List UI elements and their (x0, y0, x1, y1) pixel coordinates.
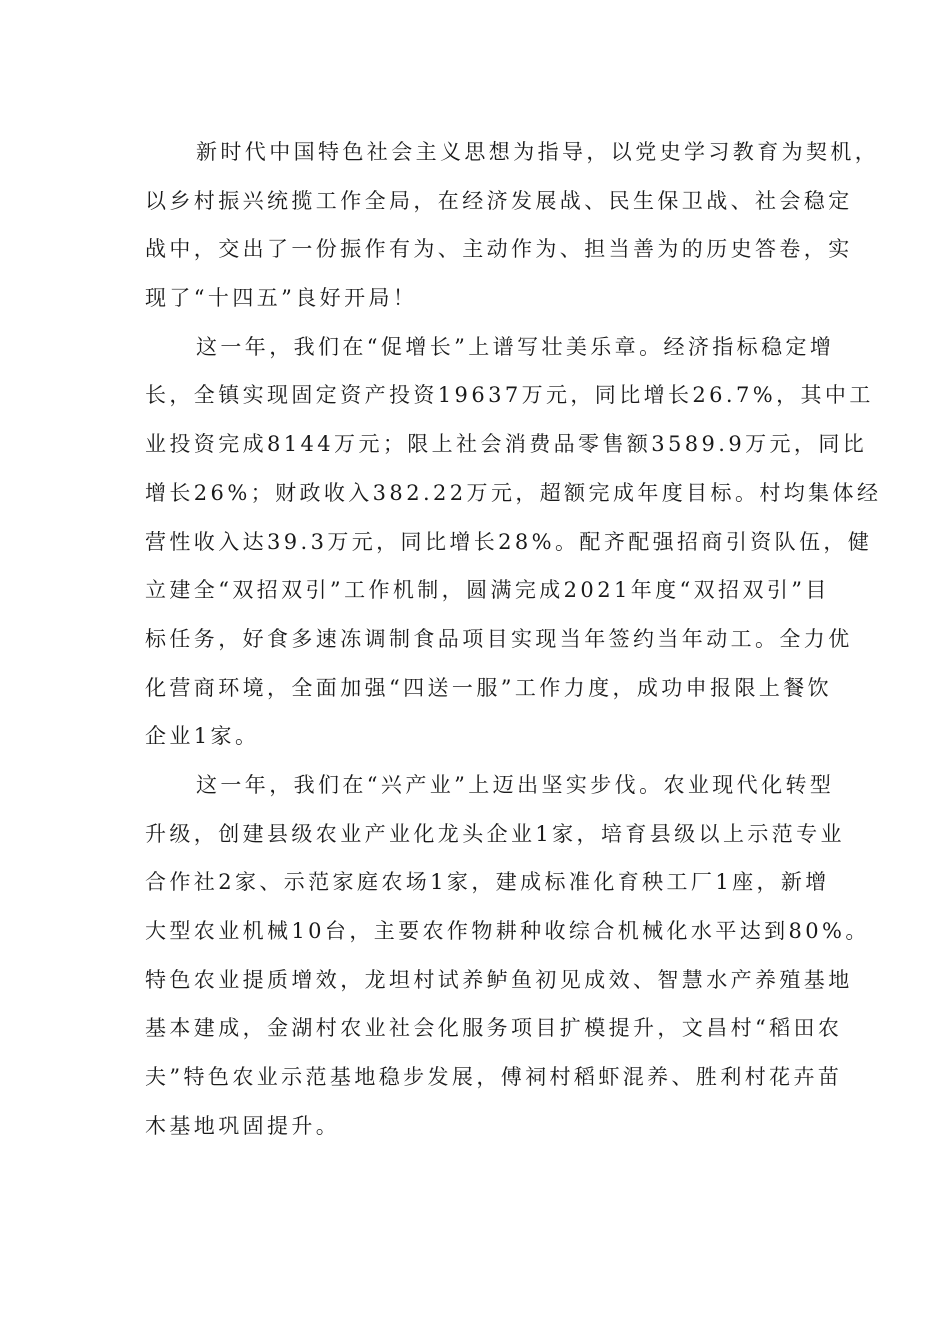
document-body (145, 137, 882, 1159)
text-line: 夫”特色农业示范基地稳步发展，傅祠村稻虾混养、胜利村花卉苗 (145, 1065, 843, 1090)
text-line: 升级，创建县级农业产业化龙头企业1家，培育县级以上示范专业 (145, 821, 845, 846)
text-line: 这一年，我们在“兴产业”上迈出坚实步伐。农业现代化转型 (196, 772, 835, 797)
text-line: 木基地巩固提升。 (145, 1113, 341, 1138)
text-line: 合作社2家、示范家庭农场1家，建成标准化育秧工厂1座，新增 (145, 870, 830, 895)
text-line: 现了“十四五”良好开局！ (145, 286, 418, 311)
text-line: 立建全“双招双引”工作机制，圆满完成2021年度“双招双引”目 (145, 578, 830, 603)
text-line: 业投资完成8144万元；限上社会消费品零售额3589.9万元，同比 (145, 432, 868, 457)
text-line: 长，全镇实现固定资产投资19637万元，同比增长26.7%，其中工 (145, 383, 874, 408)
text-line: 新时代中国特色社会主义思想为指导，以党史学习教育为契机， (196, 140, 880, 164)
text-line: 特色农业提质增效，龙坦村试养鲈鱼初见成效、智慧水产养殖基地 (145, 967, 853, 992)
text-line: 增长26%；财政收入382.22万元，超额完成年度目标。村均集体经 (145, 480, 882, 505)
text-line: 这一年，我们在“促增长”上谱写壮美乐章。经济指标稳定增 (196, 334, 835, 359)
text-line: 战中，交出了一份振作有为、主动作为、担当善为的历史答卷，实 (145, 237, 853, 262)
text-line: 以乡村振兴统揽工作全局，在经济发展战、民生保卫战、社会稳定 (145, 188, 853, 213)
paragraph-intro-continuation (145, 137, 880, 332)
text-line: 标任务，好食多速冻调制食品项目实现当年签约当年动工。全力优 (145, 626, 853, 651)
text-line: 企业1家。 (145, 724, 260, 749)
text-line: 基本建成，金湖村农业社会化服务项目扩模提升，文昌村“稻田农 (145, 1016, 843, 1041)
paragraph-promote-growth (145, 332, 882, 770)
text-line: 化营商环境，全面加强“四送一服”工作力度，成功申报限上餐饮 (145, 675, 833, 700)
text-line: 营性收入达39.3万元，同比增长28%。配齐配强招商引资队伍，健 (145, 529, 873, 554)
paragraph-develop-industry (145, 770, 870, 1160)
text-line: 大型农业机械10台，主要农作物耕种收综合机械化水平达到80%。 (145, 919, 870, 943)
